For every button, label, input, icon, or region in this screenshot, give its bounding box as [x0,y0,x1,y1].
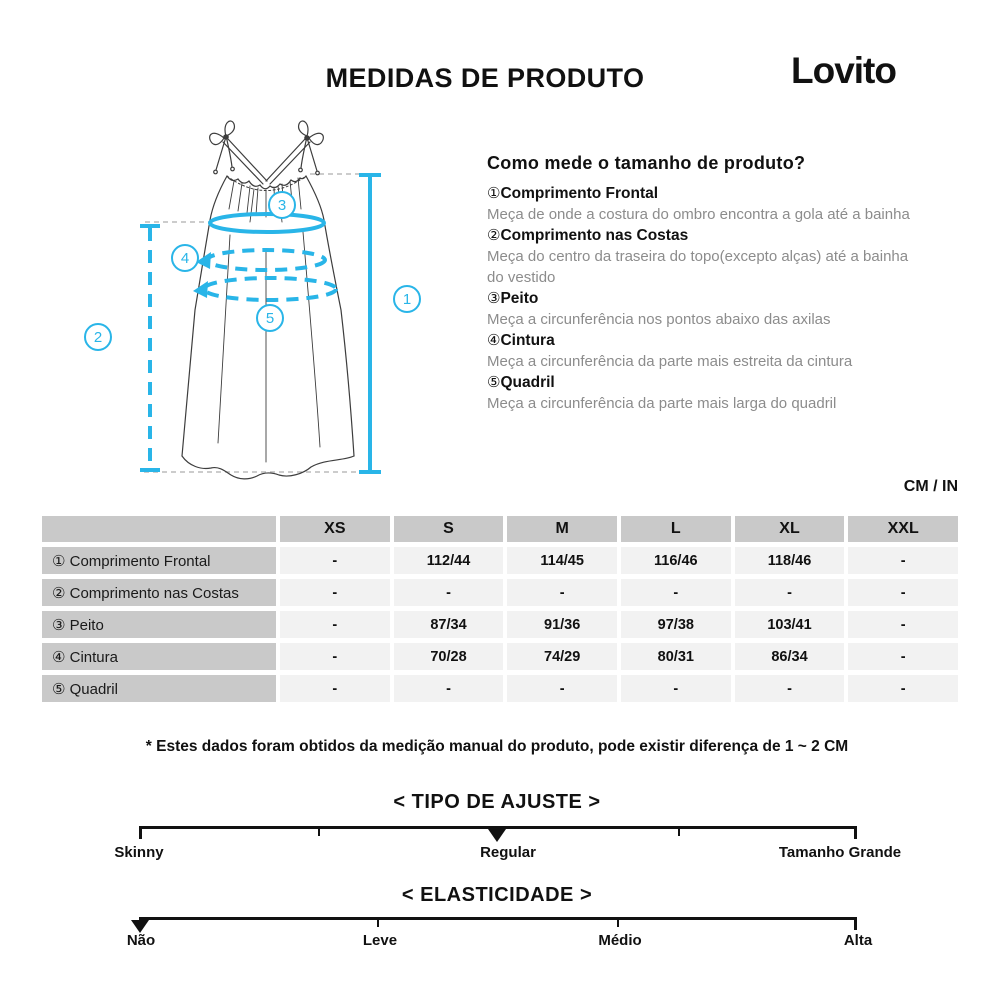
instruction-desc-3: Meça a circunferência nos pontos abaixo das axilas [487,311,831,328]
row-label-back-length: ② Comprimento nas Costas [42,579,276,606]
fit-label-regular: Regular [480,844,536,861]
instruction-desc-1: Meça de onde a costura do ombro encontra a gola até a bainha [487,206,910,223]
col-header-xs: XS [280,516,390,542]
instruction-title-3: ③Peito [487,290,539,307]
table-cell: - [735,675,845,702]
fit-type-title: < TIPO DE AJUSTE > [393,791,601,813]
units-label: CM / IN [903,478,958,495]
table-cell: - [848,643,958,670]
fit-type-marker-icon [488,829,506,842]
row-label-front-length: ① Comprimento Frontal [42,547,276,574]
table-cell: - [507,579,617,606]
tick [377,917,379,927]
hip-arrow-icon [193,281,208,298]
table-cell: - [280,611,390,638]
table-cell: 114/45 [507,547,617,574]
table-cell: - [848,675,958,702]
tick [854,917,857,930]
row-label-bust: ③ Peito [42,611,276,638]
row-label-hip: ⑤ Quadril [42,675,276,702]
callout-5: 5 [265,310,275,327]
callout-3: 3 [277,197,287,214]
fit-label-plus: Tamanho Grande [778,844,902,861]
table-cell: 103/41 [735,611,845,638]
table-cell: 116/46 [621,547,731,574]
tick [318,826,320,836]
tick [854,826,857,839]
table-cell: 112/44 [394,547,504,574]
instruction-desc-4: Meça a circunferência da parte mais estreita da cintura [487,353,853,370]
table-cell: 86/34 [735,643,845,670]
elasticity-label-high: Alta [843,932,873,949]
table-cell: - [621,675,731,702]
elasticity-label-medium: Médio [598,932,642,949]
table-cell: - [280,579,390,606]
callout-1: 1 [402,291,412,308]
elasticity-title: < ELASTICIDADE > [401,884,593,906]
brand-logo: Lovito [791,50,896,91]
instruction-desc-5: Meça a circunferência da parte mais larga do quadril [487,395,837,412]
elasticity-label-none: Não [126,932,156,949]
table-cell: - [621,579,731,606]
page-title: MEDIDAS DE PRODUTO [325,63,645,93]
col-header-xl: XL [735,516,845,542]
callout-2: 2 [93,329,103,346]
instruction-title-5: ⑤Quadril [487,374,555,391]
elasticity-label-light: Leve [362,932,398,949]
table-cell: - [394,675,504,702]
tick [678,826,680,836]
table-cell: 97/38 [621,611,731,638]
table-cell: 70/28 [394,643,504,670]
bust-measure-ellipse [210,214,324,232]
back-length-line [140,226,160,470]
hip-measure-ellipse [204,278,336,300]
table-cell: 80/31 [621,643,731,670]
measure-instructions [487,153,923,414]
tick [617,917,619,927]
col-header-s: S [394,516,504,542]
tick [139,826,142,839]
instructions-heading: Como mede o tamanho de produto? [487,153,806,173]
table-cell: - [280,547,390,574]
table-cell: - [848,547,958,574]
col-header-m: M [507,516,617,542]
table-cell: - [507,675,617,702]
table-cell: 91/36 [507,611,617,638]
size-table [42,516,958,702]
table-cell: - [848,611,958,638]
instruction-title-2: ②Comprimento nas Costas [487,227,689,244]
table-cell: 74/29 [507,643,617,670]
fit-label-skinny: Skinny [114,844,164,861]
table-cell: - [735,579,845,606]
instruction-desc-2: Meça do centro da traseira do topo(excepto alças) até a bainha do vestido [487,248,909,286]
row-label-waist: ④ Cintura [42,643,276,670]
col-header-l: L [621,516,731,542]
elasticity-track [139,917,857,920]
col-header-xxl: XXL [848,516,958,542]
front-length-line [359,175,381,472]
table-cell: - [280,643,390,670]
instruction-title-1: ①Comprimento Frontal [487,185,659,202]
table-cell: - [848,579,958,606]
table-corner-cell [42,516,276,542]
table-cell: 118/46 [735,547,845,574]
table-cell: - [394,579,504,606]
instruction-title-4: ④Cintura [487,332,555,349]
callout-4: 4 [180,250,190,267]
measurement-footnote: * Estes dados foram obtidos da medição manual do produto, pode existir diferença de 1 ~ 2 CM [145,738,849,755]
dress-measurement-diagram [60,110,480,490]
table-cell: - [280,675,390,702]
table-cell: 87/34 [394,611,504,638]
